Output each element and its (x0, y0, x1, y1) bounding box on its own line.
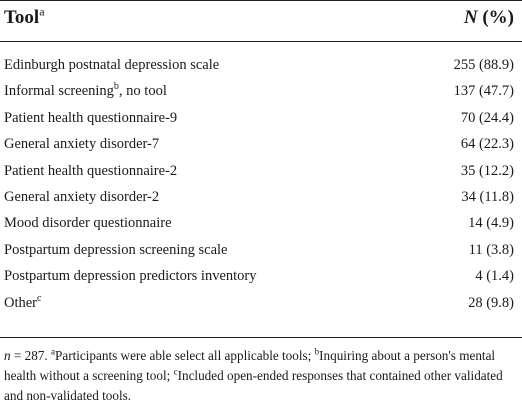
table-row (0, 158, 522, 184)
header-tool (4, 6, 45, 30)
table-row (0, 105, 522, 131)
header-pct-label: (%) (482, 7, 514, 28)
row-label: Mood disorder questionnaire (4, 215, 172, 232)
row-value: 35 (12.2) (460, 162, 514, 179)
row-value: 64 (22.3) (460, 136, 514, 153)
row-value: 70 (24.4) (460, 109, 514, 126)
table-row (0, 52, 522, 78)
row-label: Patient health questionnaire-2 (4, 162, 178, 179)
row-label: Patient health questionnaire-9 (4, 109, 178, 126)
table-row (0, 184, 522, 210)
header-n-label: N (463, 7, 478, 28)
table-header (0, 0, 522, 41)
row-value: 137 (47.7) (453, 83, 514, 100)
header-rule (0, 41, 522, 42)
row-value: 14 (4.9) (468, 215, 514, 232)
table-row (0, 78, 522, 104)
row-value: 4 (1.4) (475, 268, 514, 285)
row-label: Other$^c$ (4, 292, 42, 311)
table-row (0, 263, 522, 289)
header-tool-label: Tool (4, 7, 40, 28)
row-value: 34 (11.8) (461, 188, 514, 205)
table-row (0, 290, 522, 316)
row-label: Postpartum depression screening scale (4, 241, 228, 258)
row-label: Informal screening$^b$, no tool (4, 81, 167, 100)
table-footnote: n = 287. $^a$Participants were able select all applicable tools; $^b$Inquiring about a person's mental health without a screening tool; $^c$Included open-ended responses that contained other validated and non-validated tools. (4, 346, 503, 403)
row-label: Edinburgh postnatal depression scale (4, 57, 220, 73)
row-label: General anxiety disorder-2 (4, 188, 160, 205)
table-row (0, 237, 522, 263)
row-value: 255 (88.9) (453, 57, 514, 73)
bottom-rule (0, 337, 522, 338)
header-n-pct (464, 6, 514, 30)
row-value: 28 (9.8) (468, 294, 514, 311)
table-row (0, 210, 522, 236)
row-label: General anxiety disorder-7 (4, 136, 160, 153)
row-value: 11 (3.8) (468, 241, 514, 258)
header-tool-sup: a (39, 4, 45, 19)
row-label: Postpartum depression predictors inventory (4, 268, 257, 285)
table-row (0, 131, 522, 157)
table-body (0, 52, 522, 316)
